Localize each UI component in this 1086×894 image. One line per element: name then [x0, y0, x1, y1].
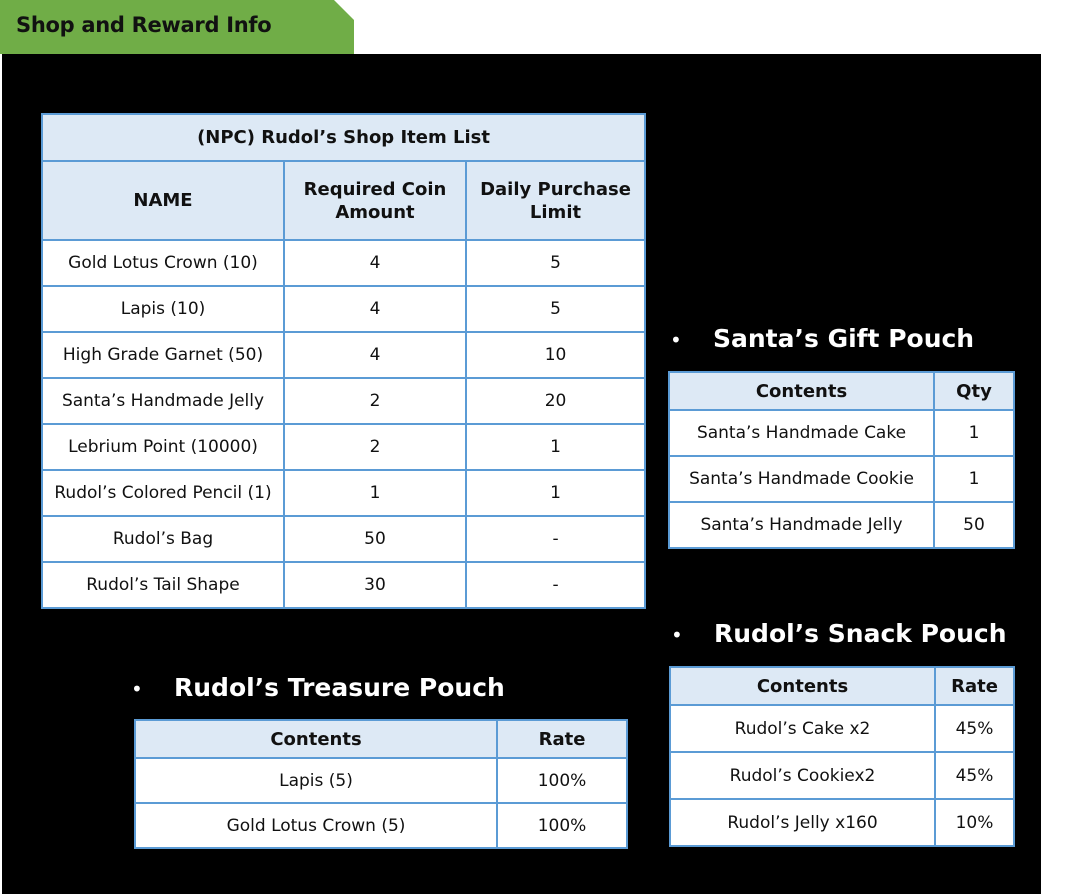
bullet-snack-pouch: •	[671, 623, 683, 647]
coin-amount: 50	[284, 516, 466, 562]
content-name: Rudol’s Cake x2	[670, 705, 935, 752]
item-name: Lebrium Point (10000)	[42, 424, 284, 470]
column-header-name: NAME	[42, 161, 284, 240]
item-name: High Grade Garnet (50)	[42, 332, 284, 378]
coin-amount: 4	[284, 286, 466, 332]
bullet-gift-pouch: •	[670, 328, 682, 352]
table-row	[135, 758, 627, 803]
table-row	[669, 502, 1014, 548]
table-row	[42, 286, 645, 332]
column-header-contents: Contents	[670, 667, 935, 705]
content-name: Rudol’s Jelly x160	[670, 799, 935, 846]
column-header-contents: Contents	[669, 372, 934, 410]
content-name: Lapis (5)	[135, 758, 497, 803]
daily-limit: 10	[466, 332, 645, 378]
table-row	[669, 456, 1014, 502]
column-header-contents: Contents	[135, 720, 497, 758]
bullet-treasure-pouch: •	[131, 677, 143, 701]
daily-limit: 1	[466, 424, 645, 470]
column-header-daily-limit: Daily Purchase Limit	[466, 161, 645, 240]
treasure-pouch-table	[134, 719, 628, 849]
coin-amount: 2	[284, 424, 466, 470]
gift-pouch-heading: Santa’s Gift Pouch	[713, 324, 975, 353]
coin-amount: 2	[284, 378, 466, 424]
daily-limit: -	[466, 562, 645, 608]
page-title: Shop and Reward Info	[16, 13, 272, 37]
content-name: Santa’s Handmade Cake	[669, 410, 934, 456]
snack-pouch-heading: Rudol’s Snack Pouch	[714, 619, 1007, 648]
daily-limit: 5	[466, 240, 645, 286]
content-qty: 50	[934, 502, 1014, 548]
column-header-required-coin: Required Coin Amount	[284, 161, 466, 240]
table-row	[42, 378, 645, 424]
table-row	[42, 424, 645, 470]
table-row	[135, 803, 627, 848]
table-row	[670, 799, 1014, 846]
column-header-rate: Rate	[497, 720, 627, 758]
daily-limit: -	[466, 516, 645, 562]
coin-amount: 4	[284, 332, 466, 378]
content-name: Rudol’s Cookiex2	[670, 752, 935, 799]
content-rate: 100%	[497, 803, 627, 848]
content-qty: 1	[934, 456, 1014, 502]
item-name: Rudol’s Tail Shape	[42, 562, 284, 608]
column-header-rate: Rate	[935, 667, 1014, 705]
table-row	[42, 470, 645, 516]
gift-pouch-table	[668, 371, 1015, 549]
snack-pouch-table	[669, 666, 1015, 847]
item-name: Santa’s Handmade Jelly	[42, 378, 284, 424]
item-name: Rudol’s Colored Pencil (1)	[42, 470, 284, 516]
treasure-pouch-heading: Rudol’s Treasure Pouch	[174, 673, 505, 702]
content-rate: 10%	[935, 799, 1014, 846]
content-rate: 45%	[935, 705, 1014, 752]
item-name: Lapis (10)	[42, 286, 284, 332]
shop-table-title: (NPC) Rudol’s Shop Item List	[42, 114, 645, 161]
column-header-qty: Qty	[934, 372, 1014, 410]
item-name: Gold Lotus Crown (10)	[42, 240, 284, 286]
content-name: Gold Lotus Crown (5)	[135, 803, 497, 848]
content-name: Santa’s Handmade Jelly	[669, 502, 934, 548]
daily-limit: 20	[466, 378, 645, 424]
coin-amount: 1	[284, 470, 466, 516]
content-rate: 100%	[497, 758, 627, 803]
content-qty: 1	[934, 410, 1014, 456]
shop-item-table	[41, 113, 646, 609]
daily-limit: 1	[466, 470, 645, 516]
daily-limit: 5	[466, 286, 645, 332]
table-row	[670, 752, 1014, 799]
content-rate: 45%	[935, 752, 1014, 799]
table-row	[42, 516, 645, 562]
table-row	[42, 240, 645, 286]
content-name: Santa’s Handmade Cookie	[669, 456, 934, 502]
table-row	[42, 562, 645, 608]
table-row	[669, 410, 1014, 456]
item-name: Rudol’s Bag	[42, 516, 284, 562]
table-row	[670, 705, 1014, 752]
coin-amount: 30	[284, 562, 466, 608]
coin-amount: 4	[284, 240, 466, 286]
table-row	[42, 332, 645, 378]
